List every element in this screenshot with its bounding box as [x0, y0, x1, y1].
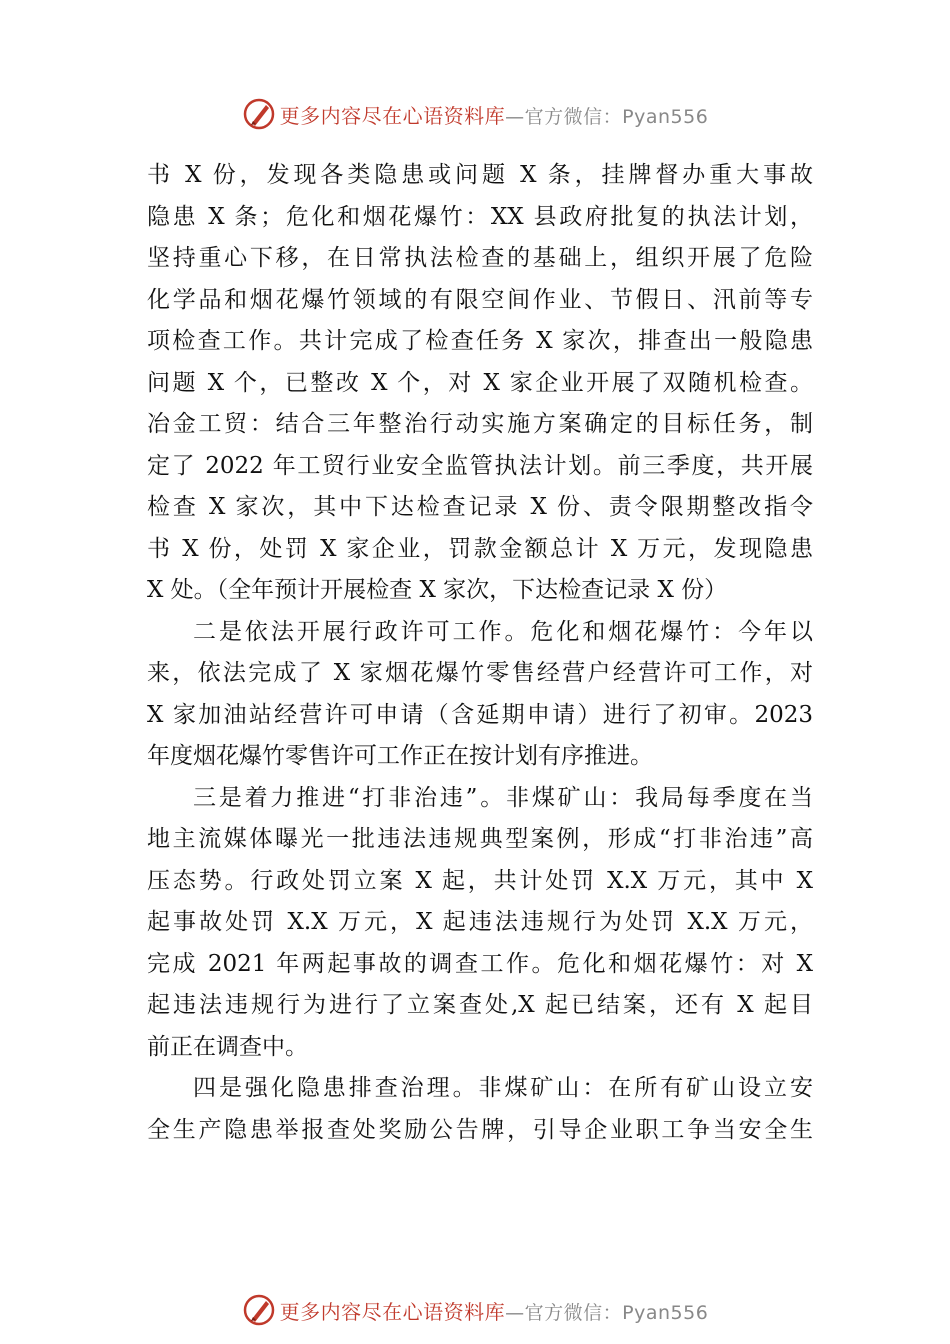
body-line: 来，依法完成了 X 家烟花爆竹零售经营户经营许可工作，对 [147, 660, 813, 686]
header-library-text: 更多内容尽在心语资料库 [279, 103, 506, 128]
footer-dash: — [505, 1301, 525, 1324]
body-line: 地主流媒体曝光一批违法违规典型案例，形成“打非治违”高 [147, 826, 813, 852]
document-body [147, 155, 813, 1151]
body-line: 压态势。行政处罚立案 X 起，共计处罚 X.X 万元，其中 X [147, 867, 813, 894]
paragraph-start-line: 四是强化隐患排查治理。非煤矿山：在所有矿山设立安 [193, 1075, 813, 1101]
body-line: 起事故处罚 X.X 万元，X 起违法违规行为处罚 X.X 万元， [147, 909, 813, 935]
paragraph-start-line: 三是着力推进“打非治违”。非煤矿山：我局每季度在当 [193, 784, 813, 811]
body-line: 全生产隐患举报查处奖励公告牌，引导企业职工争当安全生 [147, 1116, 813, 1143]
body-line: X 处。（全年预计开展检查 X 家次，下达检查记录 X 份） [147, 577, 728, 603]
footer-text [280, 1296, 709, 1325]
body-line: 完成 2021 年两起事故的调查工作。危化和烟花爆竹：对 X [147, 950, 813, 977]
body-line: 书 X 份，发现各类隐患或问题 X 条，挂牌督办重大事故 [147, 162, 813, 188]
header-wechat-text: 官方微信：Pyan556 [524, 105, 709, 128]
footer-banner [0, 1290, 950, 1330]
body-line: 起违法违规行为进行了立案查处,X 起已结案，还有 X 起目 [147, 992, 813, 1018]
footer-wechat-text: 官方微信：Pyan556 [524, 1301, 709, 1324]
body-line: 项检查工作。共计完成了检查任务 X 家次，排查出一般隐患 [147, 328, 813, 354]
pen-logo-icon [242, 1293, 276, 1327]
header-text [280, 100, 709, 129]
body-line: 年度烟花爆竹零售许可工作正在按计划有序推进。 [147, 743, 653, 769]
body-line: 定了 2022 年工贸行业安全监管执法计划。前三季度，共开展 [147, 452, 813, 479]
header-dash: — [505, 105, 525, 128]
body-line: 前正在调查中。 [147, 1033, 308, 1060]
body-line: 冶金工贸：结合三年整治行动实施方案确定的目标任务，制 [147, 411, 813, 437]
body-line: 检查 X 家次，其中下达检查记录 X 份、责令限期整改指令 [147, 494, 813, 520]
body-line: X 家加油站经营许可申请（含延期申请）进行了初审。2023 [147, 701, 813, 728]
pen-logo-icon [242, 97, 276, 131]
paragraph-start-line: 二是依法开展行政许可工作。危化和烟花爆竹：今年以 [193, 618, 813, 645]
body-line: 隐患 X 条；危化和烟花爆竹：XX 县政府批复的执法计划， [147, 203, 813, 230]
body-line: 书 X 份，处罚 X 家企业，罚款金额总计 X 万元，发现隐患 [147, 535, 813, 562]
header-banner [0, 94, 950, 134]
body-line: 坚持重心下移，在日常执法检查的基础上，组织开展了危险 [147, 245, 813, 271]
body-line: 化学品和烟花爆竹领域的有限空间作业、节假日、汛前等专 [147, 286, 813, 313]
body-line: 问题 X 个，已整改 X 个，对 X 家企业开展了双随机检查。 [147, 369, 813, 396]
footer-library-text: 更多内容尽在心语资料库 [279, 1299, 506, 1324]
